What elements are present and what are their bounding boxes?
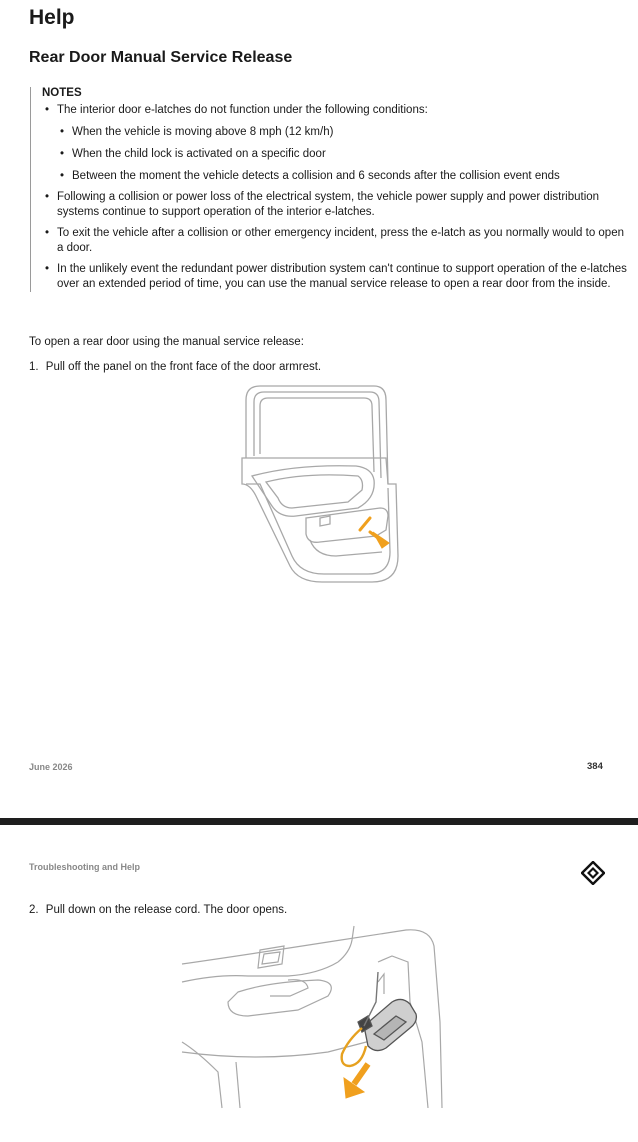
door-illustration (236, 380, 408, 590)
note-item (42, 103, 627, 184)
notes-heading: NOTES (42, 87, 82, 99)
step-text: Pull off the panel on the front face of the door armrest. (45, 361, 322, 373)
note-subitem: • Between the moment the vehicle detects a collision and 6 seconds after the collision event ends (57, 169, 627, 184)
brand-logo-icon (581, 861, 605, 885)
page-divider (0, 818, 638, 825)
step-text: Pull down on the release cord. The door opens. (45, 904, 288, 916)
notes-list (42, 103, 627, 292)
note-sublist (57, 125, 627, 184)
footer-date: June 2026 (29, 762, 73, 772)
notes-box (30, 87, 627, 292)
page-number: 384 (587, 761, 603, 772)
arrow-icon (373, 532, 389, 548)
step-number: 2. (29, 904, 39, 916)
note-text: The interior door e-latches do not function under the following conditions: (57, 104, 428, 116)
running-header: Troubleshooting and Help (29, 862, 140, 872)
note-item: • In the unlikely event the redundant power distribution system can't continue to support operation of the e-latches over an extended period of time, you can use the manual service release to open a rear door from the inside. (42, 262, 627, 292)
note-item: • To exit the vehicle after a collision or other emergency incident, press the e-latch as you normally would to open a door. (42, 226, 627, 256)
step-1 (29, 361, 321, 373)
note-subitem: • When the vehicle is moving above 8 mph (12 km/h) (57, 125, 627, 140)
note-item: • Following a collision or power loss of the electrical system, the vehicle power supply and power distribution systems continue to support operation of the interior e-latches. (42, 190, 627, 220)
release-cord-illustration (178, 922, 464, 1112)
note-subitem: • When the child lock is activated on a specific door (57, 147, 627, 162)
page-title: Help (29, 6, 75, 29)
step-number: 1. (29, 361, 39, 373)
section-title: Rear Door Manual Service Release (29, 49, 293, 66)
intro-text: To open a rear door using the manual service release: (29, 336, 304, 348)
step-2 (29, 904, 287, 916)
